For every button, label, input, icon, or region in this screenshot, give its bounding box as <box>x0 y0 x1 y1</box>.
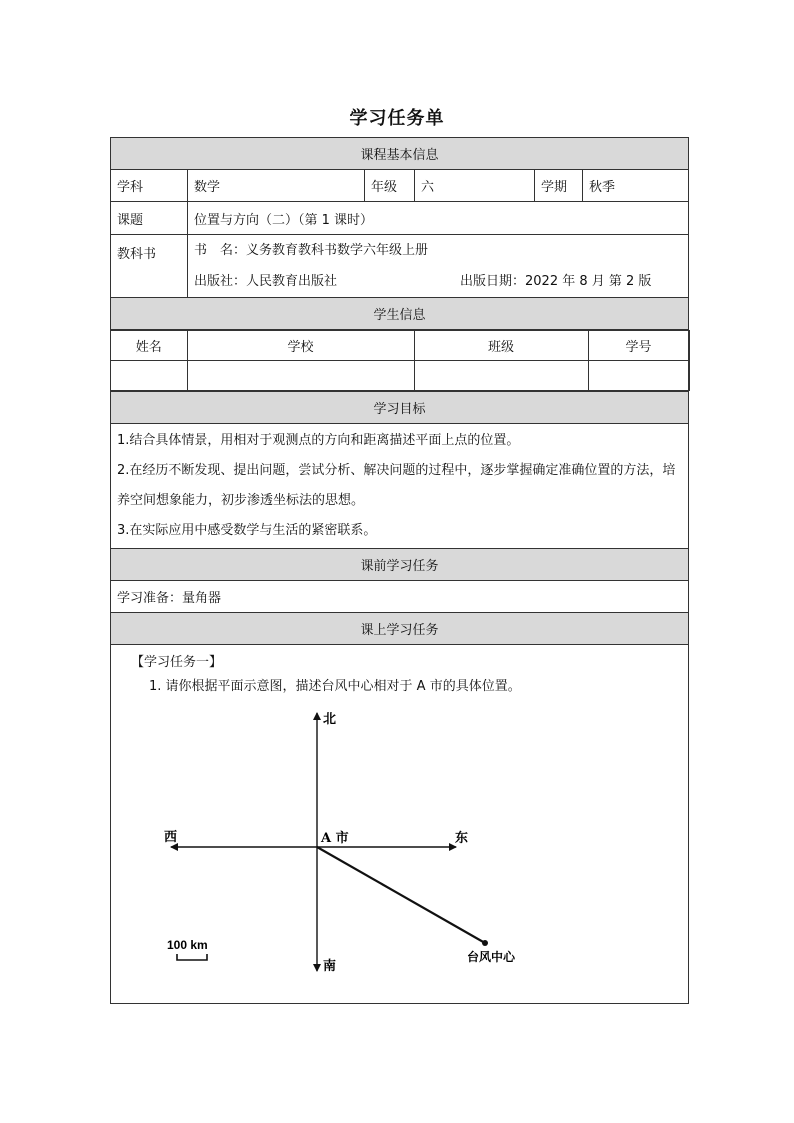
publish-date: 出版日期：2022 年 8 月 第 2 版 <box>460 274 652 289</box>
typhoon-line <box>317 847 485 943</box>
north-label: 北 <box>323 712 337 727</box>
task-one-cell <box>111 645 689 1004</box>
typhoon-center-point <box>482 940 488 946</box>
student-class-input[interactable] <box>414 361 588 391</box>
task-sheet-table <box>110 137 689 1004</box>
student-id-header: 学号 <box>588 331 689 361</box>
pre-class-prep: 学习准备：量角器 <box>111 581 689 613</box>
student-school-input[interactable] <box>187 361 414 391</box>
topic-value: 位置与方向（二）（第 1 课时） <box>188 202 689 235</box>
west-label: 西 <box>164 830 178 845</box>
pre-class-header: 课前学习任务 <box>111 549 689 581</box>
publisher-row <box>194 266 682 297</box>
student-info-grid <box>111 330 689 392</box>
course-info-header: 课程基本信息 <box>111 138 689 170</box>
goals-body <box>111 424 689 549</box>
grade-value: 六 <box>415 170 535 202</box>
topic-label: 课题 <box>111 202 188 235</box>
direction-diagram <box>111 645 687 1003</box>
grade-label: 年级 <box>365 170 415 202</box>
publisher: 出版社：人民教育出版社 <box>194 274 338 289</box>
student-name-header: 姓名 <box>111 331 187 361</box>
scale-bar <box>177 954 207 960</box>
student-info-header: 学生信息 <box>111 298 689 330</box>
scale-label: 100 km <box>167 938 208 952</box>
textbook-label: 教科书 <box>111 235 188 298</box>
page-title: 学习任务单 <box>349 108 445 129</box>
east-label: 东 <box>455 831 469 846</box>
goal-item-3: 3.在实际应用中感受数学与生活的紧密联系。 <box>117 523 377 538</box>
south-label: 南 <box>323 959 337 974</box>
task-one-question: 1. 请你根据平面示意图，描述台风中心相对于 A 市的具体位置。 <box>149 679 521 694</box>
term-label: 学期 <box>535 170 583 202</box>
task-one-title: 【学习任务一】 <box>131 655 223 670</box>
term-value: 秋季 <box>583 170 689 202</box>
in-class-header: 课上学习任务 <box>111 613 689 645</box>
subject-label: 学科 <box>111 170 188 202</box>
book-name: 书 名：义务教育教科书数学六年级上册 <box>194 243 429 258</box>
goals-header: 学习目标 <box>111 392 689 424</box>
student-class-header: 班级 <box>414 331 588 361</box>
textbook-info <box>188 235 689 298</box>
student-name-input[interactable] <box>111 361 187 391</box>
student-school-header: 学校 <box>187 331 414 361</box>
goal-item-1: 1.结合具体情景，用相对于观测点的方向和距离描述平面上点的位置。 <box>117 433 520 448</box>
typhoon-label: 台风中心 <box>467 950 516 964</box>
subject-value: 数学 <box>188 170 365 202</box>
student-id-input[interactable] <box>588 361 689 391</box>
center-label: A 市 <box>321 831 349 846</box>
goal-item-2: 2.在经历不断发现、提出问题，尝试分析、解决问题的过程中，逐步掌握确定准确位置的方法，培养空间想象能力，初步渗透坐标法的思想。 <box>117 463 676 508</box>
